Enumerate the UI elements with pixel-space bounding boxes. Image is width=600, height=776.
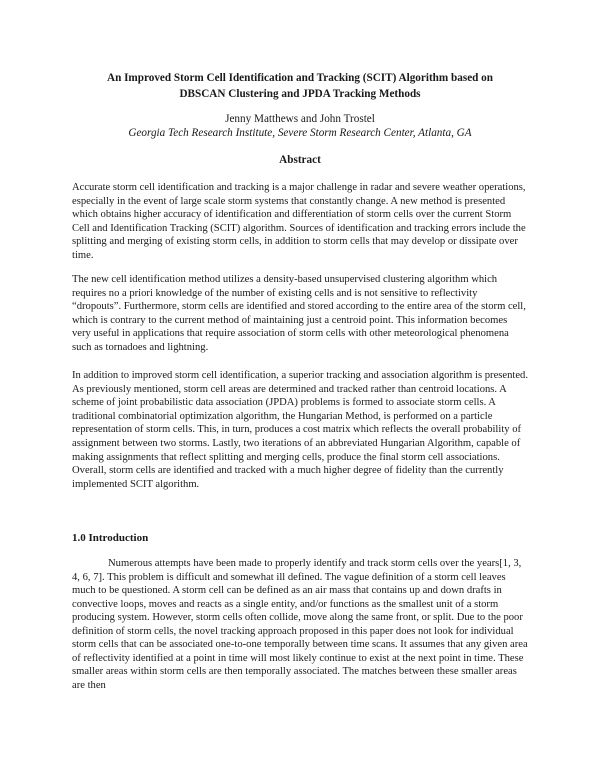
- introduction-paragraph: Numerous attempts have been made to properly identify and track storm cells over the years[1, 3, 4, 6, 7]. This problem is difficult and somewhat ill defined. The vague definition of a storm cell leaves much to be questioned. A storm cell can be defined as an air mass that contains up and down drafts in convective loops, moves and reacts as a single entity, and/or functions as the smallest unit of a storm producing system. However, storm cells often collide, move along the same front, or split. Due to the poor definition of storm cells, the novel tracking approach proposed in this paper does not look for individual storm cells that can be associated one-to-one temporally between time scans. It assumes that any given area of reflectivity identified at a point in time will most likely continue to exist at the next point in time. These smaller areas within storm cells are then temporally associated. The matches between these smaller areas are then: [72, 558, 528, 691]
- authors: Jenny Matthews and John Trostel: [225, 113, 375, 125]
- affiliation: Georgia Tech Research Institute, Severe Storm Research Center, Atlanta, GA: [128, 127, 472, 139]
- title-line-1: An Improved Storm Cell Identification and Tracking (SCIT) Algorithm based on: [106, 72, 493, 84]
- abstract-paragraph-2: The new cell identification method utilizes a density-based unsupervised clustering algorithm which requires no a priori knowledge of the number of existing cells and is not sensitive to reflectivity “dropouts”. Furthermore, storm cells are identified and stored according to the entire area of the storm cell, which is contrary to the current method of maintaining just a centroid point. This information becomes very useful in applications that require association of storm cells with other meteorological phenomena such as tornadoes and lightning.: [72, 274, 526, 353]
- title-line-2: DBSCAN Clustering and JPDA Tracking Methods: [179, 88, 421, 100]
- abstract-paragraph-3: In addition to improved storm cell identification, a superior tracking and association algorithm is presented. As previously mentioned, storm cell areas are determined and tracked rather than centroid locations. A scheme of joint probabilistic data association (JPDA) problems is formed to associate storm cells. A traditional combinatorial optimization algorithm, the Hungarian Method, is performed on a particle representation of storm cells. This, in turn, produces a cost matrix which reflects the overall probability of assignment between two storms. Lastly, two iterations of an abbreviated Hungarian Algorithm, capable of making assignments that reflect splitting and merging cells, produce the final storm cell associations. Overall, storm cells are identified and tracked with a much higher degree of fidelity than the currently implemented SCIT algorithm.: [72, 370, 529, 490]
- paper-title: [60, 70, 540, 102]
- section-heading-introduction: 1.0 Introduction: [72, 532, 149, 544]
- abstract-heading: Abstract: [279, 154, 321, 166]
- abstract-paragraph-1: Accurate storm cell identification and tracking is a major challenge in radar and severe weather operations, especially in the event of large scale storm systems that constantly change. A new method is presented which obtains higher accuracy of identification and differentiation of storm cells over the current Storm Cell and Identification Tracking (SCIT) algorithm. Sources of identification and tracking errors include the splitting and merging of existing storm cells, in addition to storm cells that may develop or dissipate over time.: [72, 182, 526, 261]
